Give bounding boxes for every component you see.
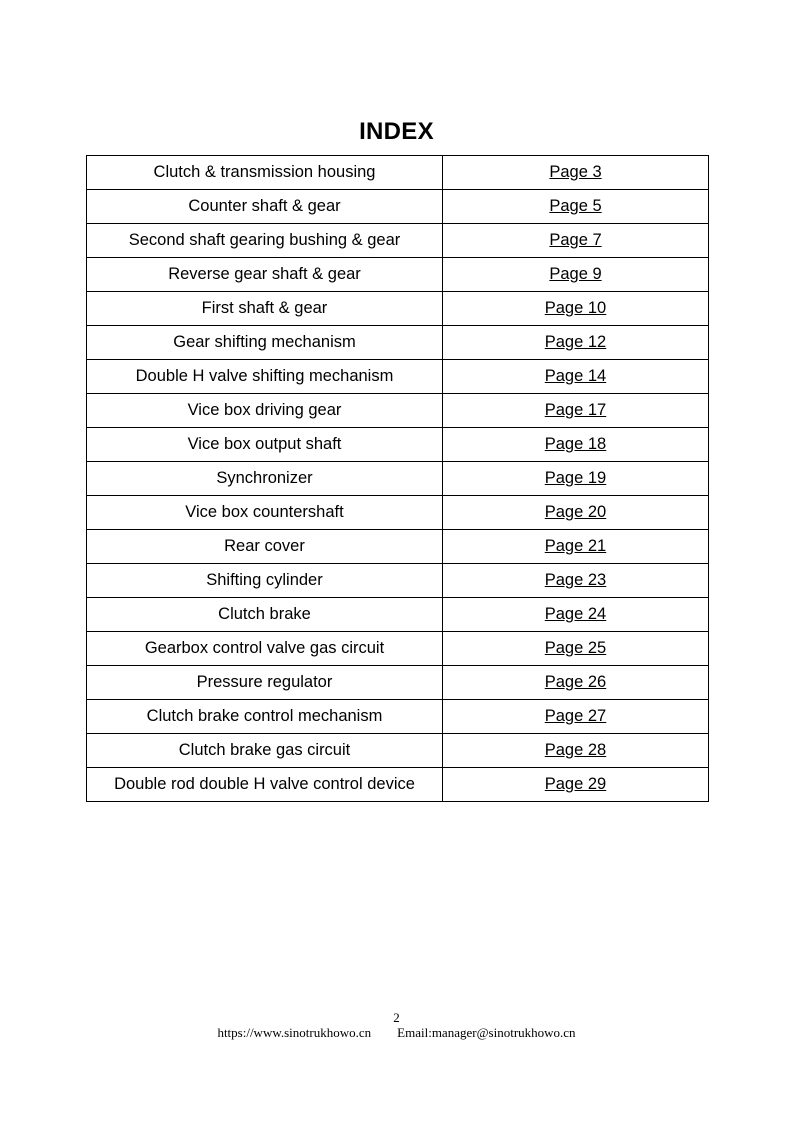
index-table [86,155,709,802]
footer-email[interactable]: Email:manager@sinotrukhowo.cn [397,1025,576,1040]
index-row [87,734,709,768]
section-name: Shifting cylinder [87,564,443,598]
section-name: Pressure regulator [87,666,443,700]
index-row [87,156,709,190]
page-link[interactable]: Page 19 [544,469,607,487]
page-link[interactable]: Page 23 [544,571,607,589]
page-link[interactable]: Page 10 [544,299,607,317]
index-row [87,666,709,700]
section-name: Double H valve shifting mechanism [87,360,443,394]
section-name: Synchronizer [87,462,443,496]
index-row [87,496,709,530]
index-row [87,394,709,428]
section-name: Counter shaft & gear [87,190,443,224]
index-row [87,326,709,360]
page-link[interactable]: Page 27 [544,707,607,725]
section-name: Vice box output shaft [87,428,443,462]
page-link-cell [443,700,709,734]
page-link-cell [443,428,709,462]
page-link-cell [443,156,709,190]
section-name: Rear cover [87,530,443,564]
index-row [87,564,709,598]
section-name: Gear shifting mechanism [87,326,443,360]
page-link[interactable]: Page 7 [549,231,602,249]
page-number: 2 [393,1010,400,1025]
page-link-cell [443,326,709,360]
index-table-body [87,156,709,802]
section-name: Clutch brake control mechanism [87,700,443,734]
page-link-cell [443,360,709,394]
page-link-cell [443,496,709,530]
index-row [87,632,709,666]
section-name: Vice box countershaft [87,496,443,530]
page-link[interactable]: Page 29 [544,775,607,793]
page-link-cell [443,666,709,700]
index-row [87,360,709,394]
index-row [87,292,709,326]
page-link-cell [443,530,709,564]
section-name: First shaft & gear [87,292,443,326]
page-link[interactable]: Page 24 [544,605,607,623]
page-link-cell [443,734,709,768]
section-name: Double rod double H valve control device [87,768,443,802]
page-link[interactable]: Page 26 [544,673,607,691]
page-link[interactable]: Page 21 [544,537,607,555]
index-row [87,768,709,802]
page-link[interactable]: Page 3 [549,163,602,181]
section-name: Vice box driving gear [87,394,443,428]
page-link-cell [443,598,709,632]
page-link[interactable]: Page 9 [549,265,602,283]
page-link[interactable]: Page 20 [544,503,607,521]
page-link[interactable]: Page 14 [544,367,607,385]
index-row [87,700,709,734]
page-link-cell [443,632,709,666]
page-link-cell [443,768,709,802]
page-link-cell [443,190,709,224]
index-row [87,224,709,258]
index-row [87,462,709,496]
page-link-cell [443,564,709,598]
section-name: Clutch brake [87,598,443,632]
page-link[interactable]: Page 18 [544,435,607,453]
section-name: Reverse gear shaft & gear [87,258,443,292]
page-link[interactable]: Page 5 [549,197,602,215]
index-row [87,190,709,224]
index-row [87,598,709,632]
index-row [87,258,709,292]
page-link-cell [443,394,709,428]
page-link[interactable]: Page 17 [544,401,607,419]
page-link-cell [443,292,709,326]
page-link-cell [443,224,709,258]
page-link[interactable]: Page 12 [544,333,607,351]
page-link-cell [443,258,709,292]
footer [0,1025,793,1041]
page-link[interactable]: Page 28 [544,741,607,759]
section-name: Clutch & transmission housing [87,156,443,190]
footer-website[interactable]: https://www.sinotrukhowo.cn [217,1025,372,1040]
index-row [87,530,709,564]
section-name: Clutch brake gas circuit [87,734,443,768]
page-link-cell [443,462,709,496]
index-row [87,428,709,462]
page-title: INDEX [359,118,434,145]
page-link[interactable]: Page 25 [544,639,607,657]
section-name: Second shaft gearing bushing & gear [87,224,443,258]
section-name: Gearbox control valve gas circuit [87,632,443,666]
